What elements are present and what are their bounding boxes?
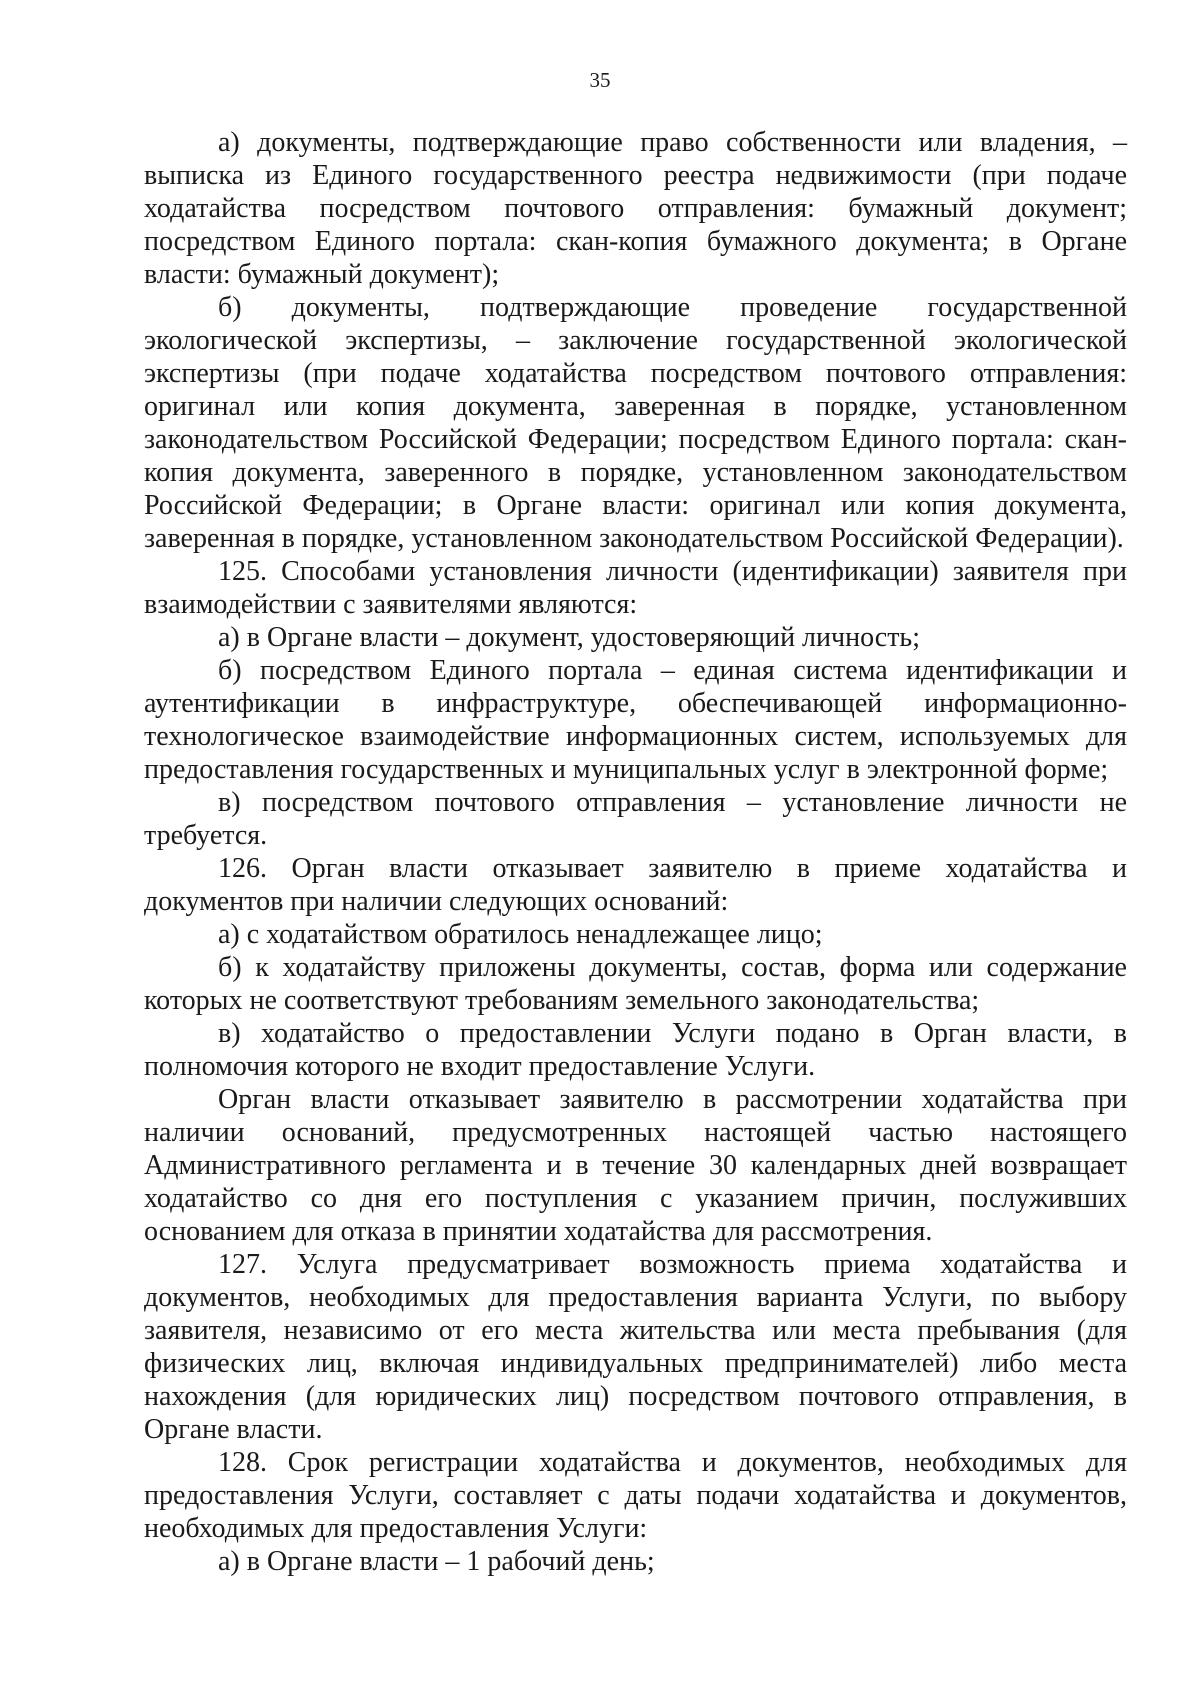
paragraph-127: 127. Услуга предусматривает возможность приема ходатайства и документов, необходимых для предоставления варианта Услуги, по выбору заявителя, независимо от его места жительства или места пребывания (для физических лиц, включая индивидуальных предпринимателей) либо места нахождения (для юридических лиц) посредством почтового отправления, в Органе власти.: [144, 1249, 1127, 1445]
paragraph-126-b: б) к ходатайству приложены документы, состав, форма или содержание которых не соответствуют требованиям земельного законодательства;: [144, 952, 1127, 1016]
page-number: 35: [589, 68, 611, 92]
document-body: [144, 126, 1127, 1578]
paragraph-125-b: б) посредством Единого портала – единая система идентификации и аутентификации в инфраструктуре, обеспечивающей информационно-технологическое взаимодействие информационных систем, используемых для предоставления государственных и муниципальных услуг в электронной форме;: [144, 655, 1127, 785]
paragraph-125: 125. Способами установления личности (идентификации) заявителя при взаимодействии с заявителями являются:: [144, 556, 1127, 620]
paragraph-125-a: а) в Органе власти – документ, удостоверяющий личность;: [218, 622, 920, 653]
paragraph-126-a: а) с ходатайством обратилось ненадлежащее лицо;: [218, 919, 823, 950]
paragraph-ownership-docs: а) документы, подтверждающие право собственности или владения, – выписка из Единого государственного реестра недвижимости (при подаче ходатайства посредством почтового отправления: бумажный документ; посредством Единого портала: скан-копия бумажного документа; в Органе власти: бумажный документ);: [144, 127, 1127, 290]
paragraph-128: 128. Срок регистрации ходатайства и документов, необходимых для предоставления Услуги, составляет с даты подачи ходатайства и документов, необходимых для предоставления Услуги:: [144, 1447, 1127, 1544]
paragraph-126-v: в) ходатайство о предоставлении Услуги подано в Орган власти, в полномочия которого не входит предоставление Услуги.: [144, 1018, 1127, 1082]
paragraph-ecology-expertise: б) документы, подтверждающие проведение государственной экологической экспертизы, – заключение государственной экологической экспертизы (при подаче ходатайства посредством почтового отправления: оригинал или копия документа, заверенная в порядке, установленном законодательством Российской Федерации; посредством Единого портала: скан-копия документа, заверенного в порядке, установленном законодательством Российской Федерации; в Органе власти: оригинал или копия документа, заверенная в порядке, установленном законодательством Российской Федерации).: [144, 292, 1127, 554]
paragraph-126: 126. Орган власти отказывает заявителю в приеме ходатайства и документов при наличии следующих оснований:: [144, 853, 1127, 917]
paragraph-125-v: в) посредством почтового отправления – установление личности не требуется.: [144, 787, 1127, 851]
paragraph-128-a: а) в Органе власти – 1 рабочий день;: [218, 1546, 655, 1577]
paragraph-refusal-consideration: Орган власти отказывает заявителю в рассмотрении ходатайства при наличии оснований, предусмотренных настоящей частью настоящего Административного регламента и в течение 30 календарных дней возвращает ходатайство со дня его поступления с указанием причин, послуживших основанием для отказа в принятии ходатайства для рассмотрения.: [144, 1084, 1127, 1247]
